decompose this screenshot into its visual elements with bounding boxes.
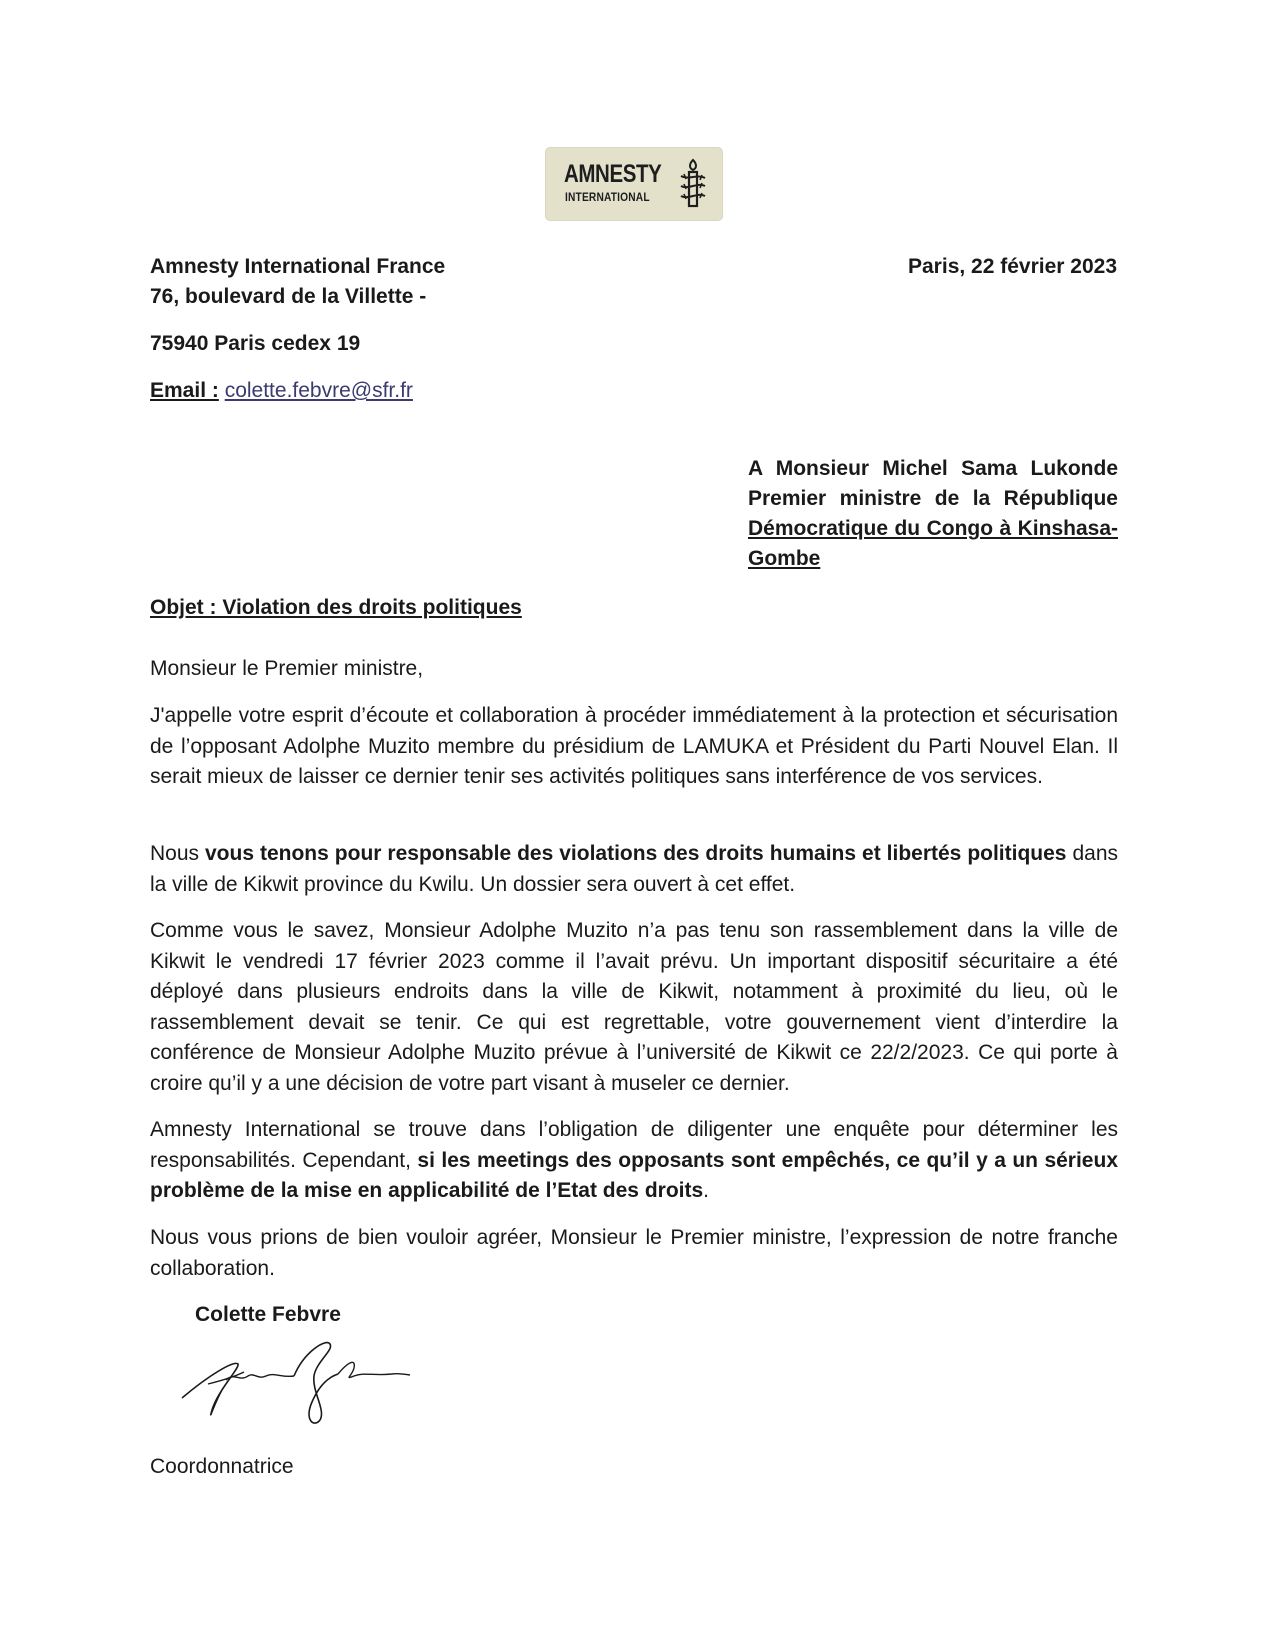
candle-barbed-wire-icon	[676, 158, 710, 210]
paragraph-4-emphasis: si les meetings des opposants sont empêchés, ce qu’il y a un sérieux problème de la mise en applicabilité de l’Etat des droits	[150, 1148, 1118, 1202]
sender-name: Amnesty International France	[150, 255, 446, 278]
letter-subject: Objet : Violation des droits politiques	[150, 596, 522, 619]
paragraph-4-end: .	[703, 1179, 710, 1202]
recipient-line-1: A Monsieur Michel Sama Lukonde	[748, 457, 1118, 480]
paragraph-5: Nous vous prions de bien vouloir agréer, Monsieur le Premier ministre, l’expression de notre franche collaboration.	[150, 1226, 1118, 1280]
email-link[interactable]: colette.febvre@sfr.fr	[224, 379, 413, 402]
paragraph-4-start: Amnesty International se trouve dans l’obligation de diligenter une enquête pour déterminer les responsabilités. Cependant,	[150, 1118, 1118, 1172]
sender-postal: 75940 Paris cedex 19	[150, 332, 361, 355]
recipient-block	[748, 454, 1118, 574]
letter-date: Paris, 22 février 2023	[908, 255, 1117, 278]
paragraph-4	[150, 1115, 1118, 1207]
recipient-line-3: Démocratique du Congo à Kinshasa-	[748, 517, 1118, 540]
sender-address	[150, 252, 610, 312]
recipient-line-4: Gombe	[748, 547, 821, 570]
paragraph-2-emphasis: vous tenons pour responsable des violations des droits humains et libertés politiques	[205, 842, 1067, 865]
handwritten-signature	[178, 1332, 418, 1432]
email-label: Email :	[150, 379, 219, 402]
letter-greeting: Monsieur le Premier ministre,	[150, 657, 424, 680]
paragraph-2-start: Nous	[150, 842, 205, 865]
recipient-line-2: Premier ministre de la République	[748, 487, 1118, 510]
logo-wordmark: AMNESTY	[564, 160, 662, 188]
signer-role: Coordonnatrice	[150, 1455, 294, 1478]
paragraph-2-end: dans la ville de Kikwit province du Kwilu. Un dossier sera ouvert à cet effet.	[150, 842, 1119, 896]
paragraph-2	[150, 839, 1118, 900]
logo-subtitle: INTERNATIONAL	[565, 190, 650, 204]
paragraph-3: Comme vous le savez, Monsieur Adolphe Muzito n’a pas tenu son rassemblement dans la ville de Kikwit le vendredi 17 février 2023 comme il l’avait prévu. Un important dispositif sécuritaire a été déployé dans plusieurs endroits dans la ville de Kikwit, notamment à proximité du lieu, où le rassemblement devait se tenir. Ce qui est regrettable, votre gouvernement vient d’interdire la conférence de Monsieur Adolphe Muzito prévue à l’université de Kikwit ce 22/2/2023. Ce qui porte à croire qu’il y a une décision de votre part visant à museler ce dernier.	[150, 919, 1118, 1095]
sender-email-line	[150, 376, 413, 406]
paragraph-1: J'appelle votre esprit d’écoute et collaboration à procéder immédiatement à la protection et sécurisation de l’opposant Adolphe Muzito membre du présidium de LAMUKA et Président du Parti Nouvel Elan. Il serait mieux de laisser ce dernier tenir ses activités politiques sans interférence de vos services.	[150, 704, 1118, 788]
amnesty-logo	[546, 148, 722, 220]
sender-street: 76, boulevard de la Villette -	[150, 285, 427, 308]
signer-name: Colette Febvre	[195, 1303, 341, 1326]
